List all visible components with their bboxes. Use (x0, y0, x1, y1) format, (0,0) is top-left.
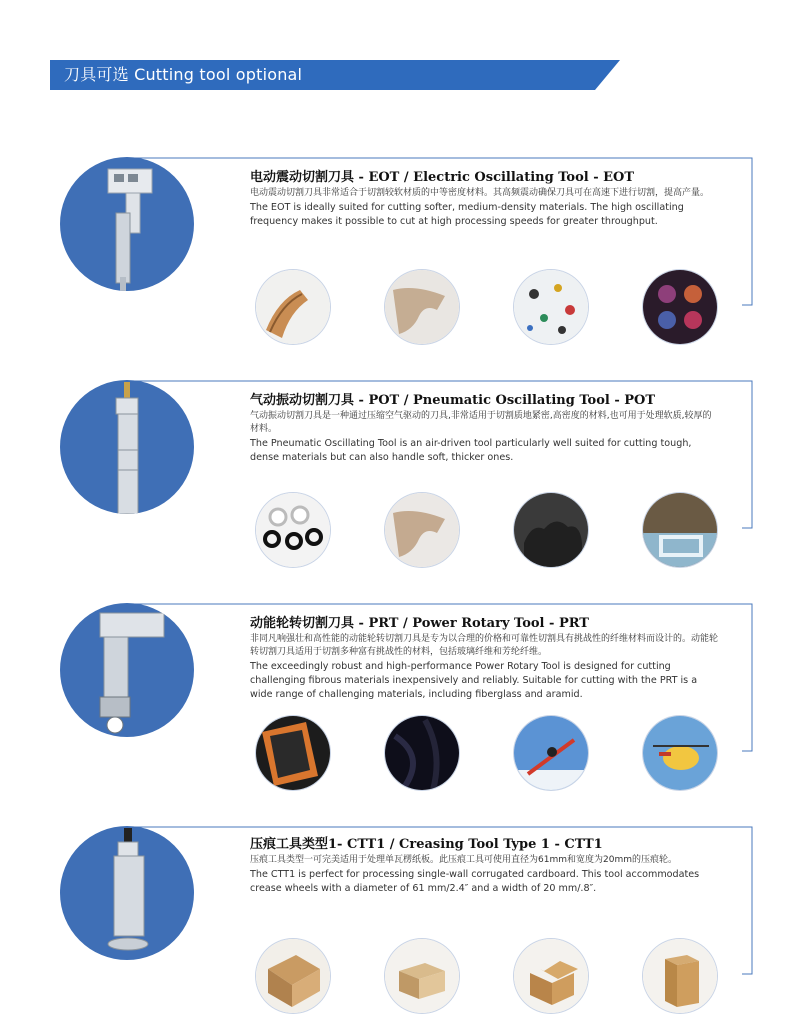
ctt1-sample-4 (643, 939, 717, 1013)
pot-sample-2 (385, 493, 459, 567)
ctt1-tool-image (60, 826, 194, 960)
prt-desc-en: The exceedingly robust and high-performance Power Rotary Tool is designed for cutting challenging fibrous materials inexpensively and reliably. Suitable for cutting with the PRT is a wide range of challenging materials, including fiberglass and aramid. (250, 661, 698, 700)
eot-sample-1 (256, 270, 330, 344)
section-eot (0, 157, 789, 367)
ctt1-sample-2 (385, 939, 459, 1013)
prt-text (250, 615, 720, 702)
prt-sample-4 (643, 716, 717, 790)
pot-tool-image (60, 380, 194, 514)
ctt1-sample-1 (256, 939, 330, 1013)
eot-sample-4 (643, 270, 717, 344)
eot-tool-image (60, 157, 194, 291)
section-header (50, 60, 620, 90)
prt-sample-3 (514, 716, 588, 790)
pot-text (250, 392, 720, 465)
page-title: 刀具可选 Cutting tool optional (64, 65, 303, 84)
prt-desc-cn: 非同凡响强壮和高性能的动能轮转切割刀具是专为以合理的价格和可靠性切割具有挑战性的纤维材料而设计的。动能轮转切割刀具适用于切割多种富有挑战性的材料，包括玻璃纤维和芳纶纤维。 (250, 634, 719, 657)
ctt1-desc-cn: 压痕工具类型一可完美适用于处理单瓦楞纸板。此压痕工具可使用直径为61mm和宽度为20mm的压痕轮。 (250, 855, 677, 865)
pot-sample-3 (514, 493, 588, 567)
eot-desc-en: The EOT is ideally suited for cutting softer, medium-density materials. The high oscillating frequency makes it possible to cut at high processing speeds for greater throughput. (250, 202, 684, 227)
eot-title: 电动震动切割刀具 - EOT / Electric Oscillating Tool - EOT (250, 170, 635, 185)
ctt1-text (250, 836, 720, 896)
ctt1-desc-en: The CTT1 is perfect for processing single-wall corrugated cardboard. This tool accommodates crease wheels with a diameter of 61 mm/2.4″ and a width of 20 mm/.8″. (250, 869, 700, 894)
eot-sample-2 (385, 270, 459, 344)
eot-sample-3 (514, 270, 588, 344)
pot-sample-4 (643, 493, 717, 567)
pot-title: 气动振动切割刀具 - POT / Pneumatic Oscillating Tool - POT (250, 393, 656, 408)
ctt1-sample-3 (514, 939, 588, 1013)
prt-title: 动能轮转切割刀具 - PRT / Power Rotary Tool - PRT (250, 616, 589, 631)
section-ctt1 (0, 826, 789, 1036)
section-pot (0, 380, 789, 590)
prt-tool-image (60, 603, 194, 737)
section-prt (0, 603, 789, 813)
eot-text (250, 169, 720, 229)
pot-desc-en: The Pneumatic Oscillating Tool is an air-driven tool particularly well suited for cutting tough, dense materials but can also handle soft, thicker ones. (250, 438, 692, 463)
prt-sample-1 (256, 716, 330, 790)
ctt1-title: 压痕工具类型1- CTT1 / Creasing Tool Type 1 - CTT1 (250, 837, 603, 852)
pot-desc-cn: 气动振动切割刀具是一种通过压缩空气驱动的刀具,非常适用于切割质地紧密,高密度的材料,也可用于处理软质,较厚的材料。 (250, 411, 712, 434)
eot-desc-cn: 电动震动切割刀具非常适合于切割较软材质的中等密度材料。其高频震动确保刀具可在高速下进行切割，提高产量。 (250, 188, 710, 198)
pot-sample-1 (256, 493, 330, 567)
prt-sample-2 (385, 716, 459, 790)
